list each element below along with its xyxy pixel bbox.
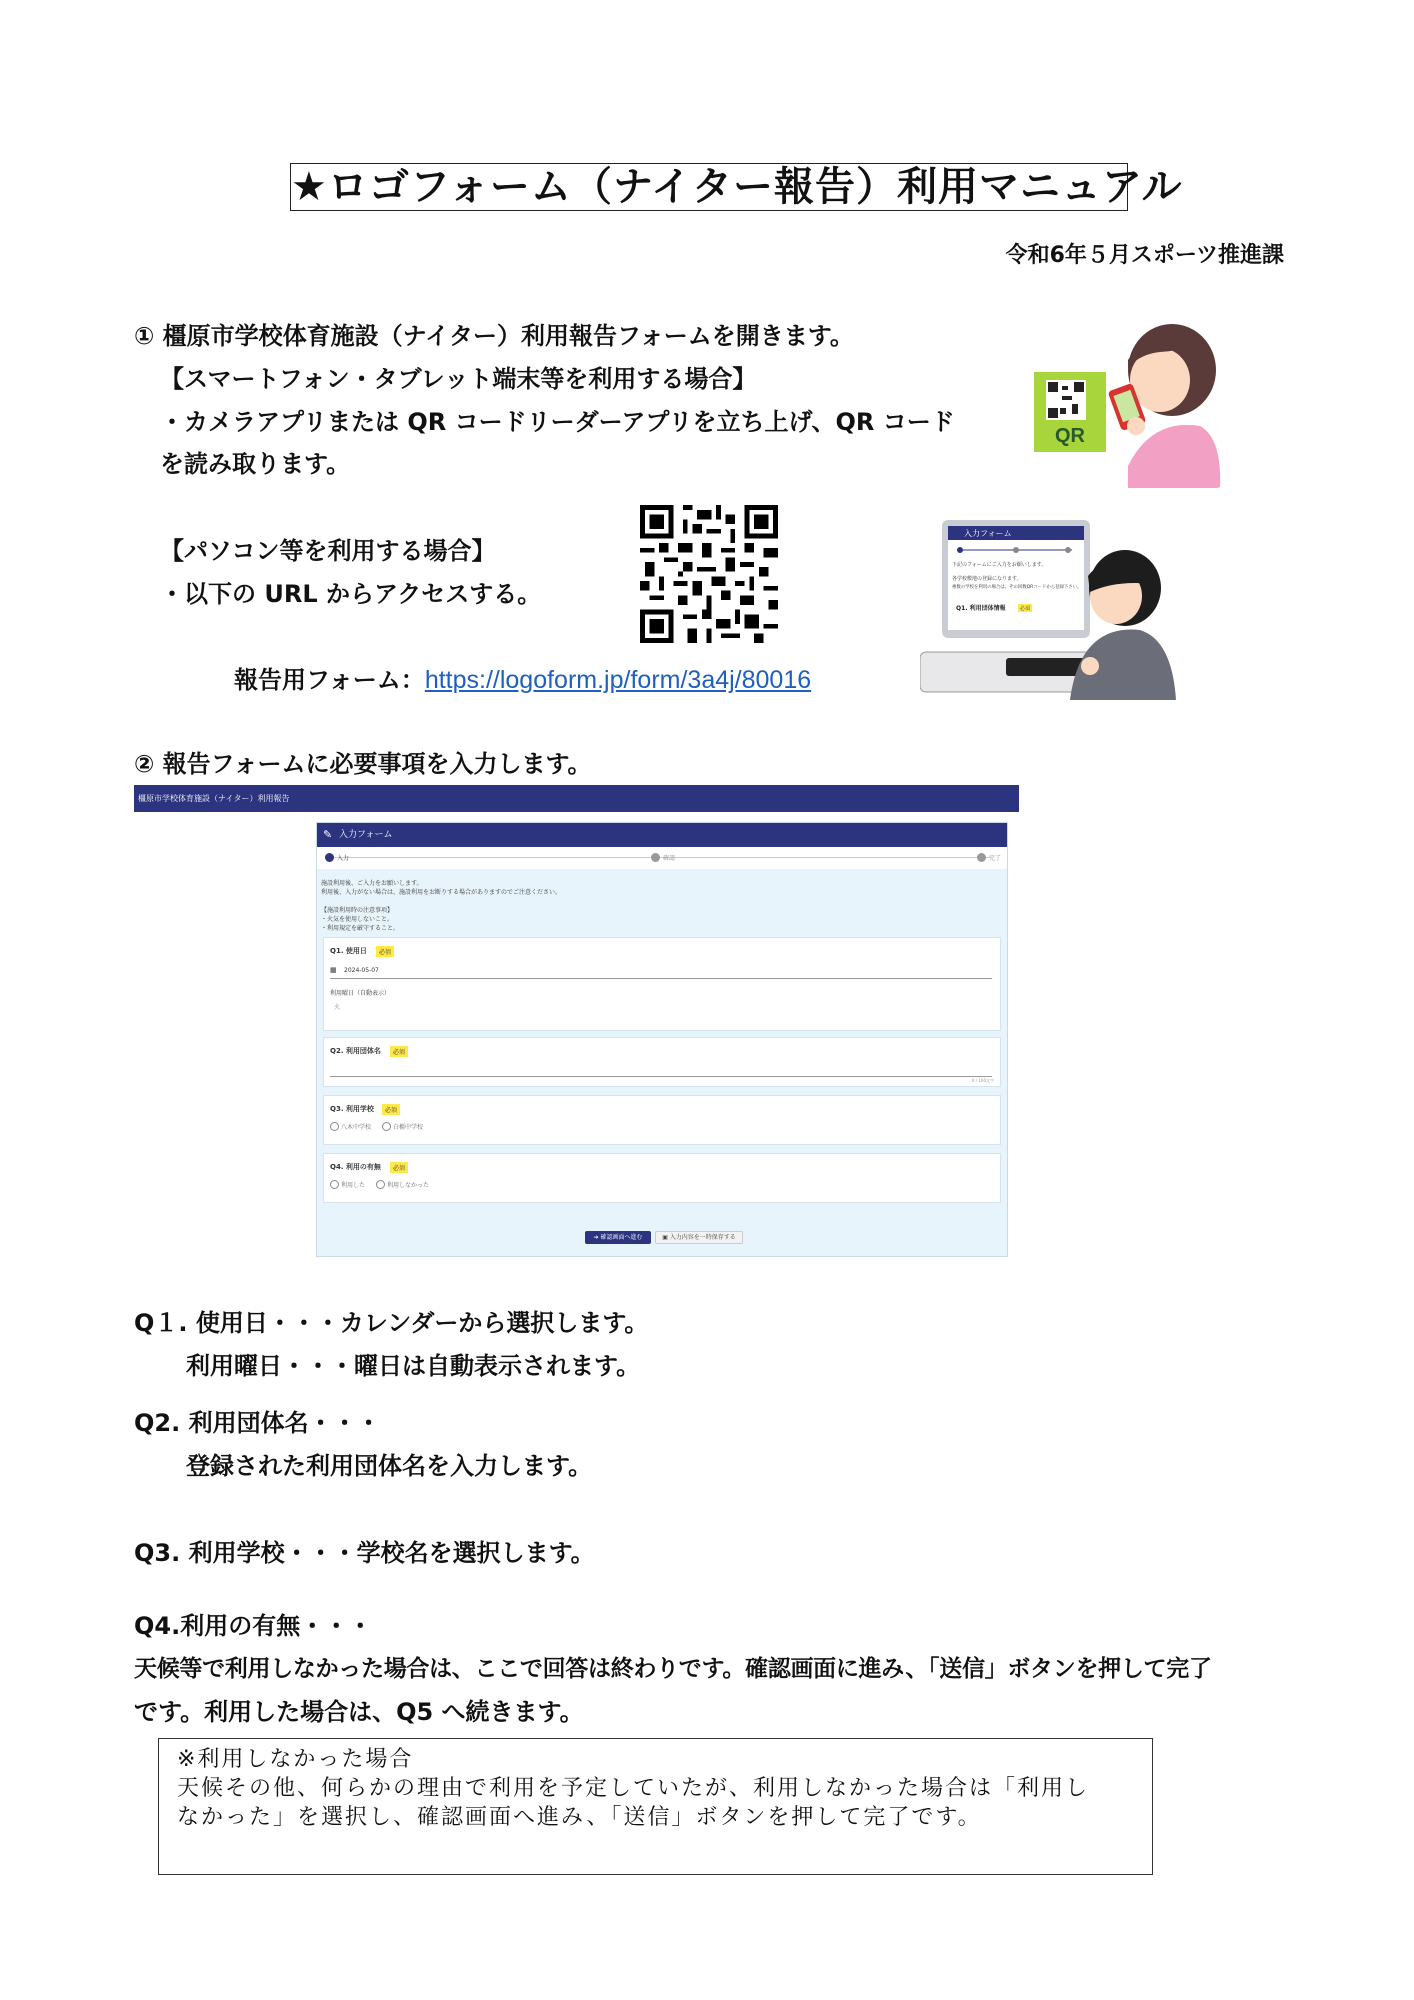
usage-radio-2[interactable] (376, 1180, 385, 1189)
step-dot-3 (977, 853, 986, 862)
form-intro2: 利用後、入力がない場合は、施設利用をお断りする場合がありますのでご注意ください。 (321, 889, 562, 896)
q2-label: Q2. 利用団体名 (330, 1047, 381, 1055)
q3-required-badge: 必須 (382, 1104, 400, 1115)
qr-code-icon[interactable] (640, 505, 778, 643)
q1-explain-line1: Q１. 使用日・・・カレンダーから選択します。 (134, 1309, 649, 1337)
usage-option-2: 利用しなかった (387, 1182, 430, 1189)
smartphone-line1: ・カメラアプリまたは QR コードリーダーアプリを立ち上げ、QR コード (160, 408, 955, 436)
pc-line1: ・以下の URL からアクセスする。 (160, 580, 542, 608)
school-option-2: 白橿中学校 (393, 1124, 424, 1131)
q2-card (323, 1037, 1001, 1087)
save-icon: ▣ (662, 1234, 670, 1241)
input-form-panel (316, 822, 1008, 1257)
form-screenshot (134, 785, 1019, 1257)
step-label-3: 完了 (989, 855, 1002, 862)
pc-text1: 下記のフォームにご入力をお願いします。 (952, 562, 1047, 568)
date-value: 2024-05-07 (344, 967, 379, 974)
usage-option-1: 利用した (341, 1182, 366, 1189)
pc-title: 【パソコン等を利用する場合】 (160, 537, 496, 565)
school-radio-1[interactable] (330, 1122, 339, 1131)
step-dot-2 (651, 853, 660, 862)
school-radio-2[interactable] (382, 1122, 391, 1131)
weekday-label: 利用曜日（自動表示） (330, 990, 391, 997)
form-top-bar: 橿原市学校体育施設（ナイター）利用報告 (134, 785, 1019, 812)
form-url-link[interactable]: https://logoform.jp/form/3a4j/80016 (424, 666, 812, 694)
note-box (158, 1738, 1153, 1875)
step-label-2: 確認 (663, 855, 676, 862)
q4-required-badge: 必須 (390, 1162, 408, 1173)
usage-radio-1[interactable] (330, 1180, 339, 1189)
q4-card (323, 1153, 1001, 1203)
url-label: 報告用フォーム： (234, 666, 425, 694)
page-title: ★ロゴフォーム（ナイター報告）利用マニュアル (291, 164, 1183, 210)
qr-sign-text: QR (1055, 425, 1085, 447)
group-name-input[interactable] (330, 1064, 992, 1077)
date-input[interactable] (330, 964, 992, 979)
smartphone-title: 【スマートフォン・タブレット端末等を利用する場合】 (160, 365, 757, 393)
q4-explain-line1: Q4.利用の有無・・・ (134, 1612, 373, 1640)
pc-q1-req: 必須 (1020, 606, 1031, 612)
form-note2: ・利用規定を厳守すること。 (321, 925, 400, 932)
step2-heading: ② 報告フォームに必要事項を入力します。 (134, 750, 592, 778)
q1-label: Q1. 使用日 (330, 947, 367, 955)
note-line2: 天候その他、何らかの理由で利用を予定していたが、利用しなかった場合は「利用し (177, 1776, 1090, 1801)
q1-explain-line2: 利用曜日・・・曜日は自動表示されます。 (186, 1352, 641, 1380)
weekday-value: 火 (334, 1004, 341, 1011)
step1-heading: ① 橿原市学校体育施設（ナイター）利用報告フォームを開きます。 (134, 322, 854, 350)
q4-explain-line2: 天候等で利用しなかった場合は、ここで回答は終わりです。確認画面に進み、「送信」ボタンを押して完了 (134, 1656, 1212, 1682)
date-department: 令和6年５月スポーツ推進課 (1005, 243, 1284, 268)
q2-explain-line2: 登録された利用団体名を入力します。 (186, 1452, 593, 1480)
pc-text2: 各学校敷地の登録になります。 (952, 576, 1022, 582)
q3-explain-line1: Q3. 利用学校・・・学校名を選択します。 (134, 1539, 595, 1567)
arrow-right-icon: ➔ (593, 1234, 601, 1241)
q2-required-badge: 必須 (390, 1046, 408, 1057)
pc-form-title: 入力フォーム (964, 529, 1012, 538)
q4-explain-line3: です。利用した場合は、Q5 へ続きます。 (134, 1698, 584, 1726)
char-count: 0 / 100文字 (971, 1078, 994, 1083)
school-option-1: 八木中学校 (341, 1124, 372, 1131)
pc-text3: 複数の学校を利用の場合は、その回数QRコードから登録下さい。 (952, 585, 1082, 590)
confirm-button[interactable]: ➔ 確認画面へ進む (585, 1231, 651, 1244)
url-line (234, 665, 811, 695)
q3-card (323, 1095, 1001, 1145)
step-dot-1 (325, 853, 334, 862)
step-label-1: 入力 (337, 855, 350, 862)
q2-explain-line1: Q2. 利用団体名・・・ (134, 1409, 381, 1437)
form-intro1: 施設利用後、ご入力をお願いします。 (321, 880, 423, 887)
form-notes-title: 【施設利用時の注意事項】 (321, 907, 394, 914)
q3-label: Q3. 利用学校 (330, 1105, 374, 1113)
smartphone-line2: を読み取ります。 (160, 450, 351, 478)
form-steps (317, 847, 1007, 869)
note-line3: なかった」を選択し、確認画面へ進み、「送信」ボタンを押して完了です。 (177, 1805, 982, 1830)
edit-icon: ✎ (323, 828, 333, 841)
q4-label: Q4. 利用の有無 (330, 1163, 381, 1171)
save-draft-button[interactable]: ▣ 入力内容を一時保存する (655, 1231, 743, 1244)
pc-user-illustration (920, 520, 1182, 700)
q1-card (323, 937, 1001, 1031)
form-panel-title: ✎ 入力フォーム (317, 823, 1007, 847)
calendar-icon: ▦ (330, 966, 337, 974)
smartphone-qr-illustration (1032, 298, 1224, 488)
note-line1: ※利用しなかった場合 (177, 1747, 414, 1772)
q1-required-badge: 必須 (376, 946, 394, 957)
pc-q1: Q1. 利用団体情報 (956, 605, 1006, 612)
form-note1: ・火気を使用しないこと。 (321, 916, 394, 923)
